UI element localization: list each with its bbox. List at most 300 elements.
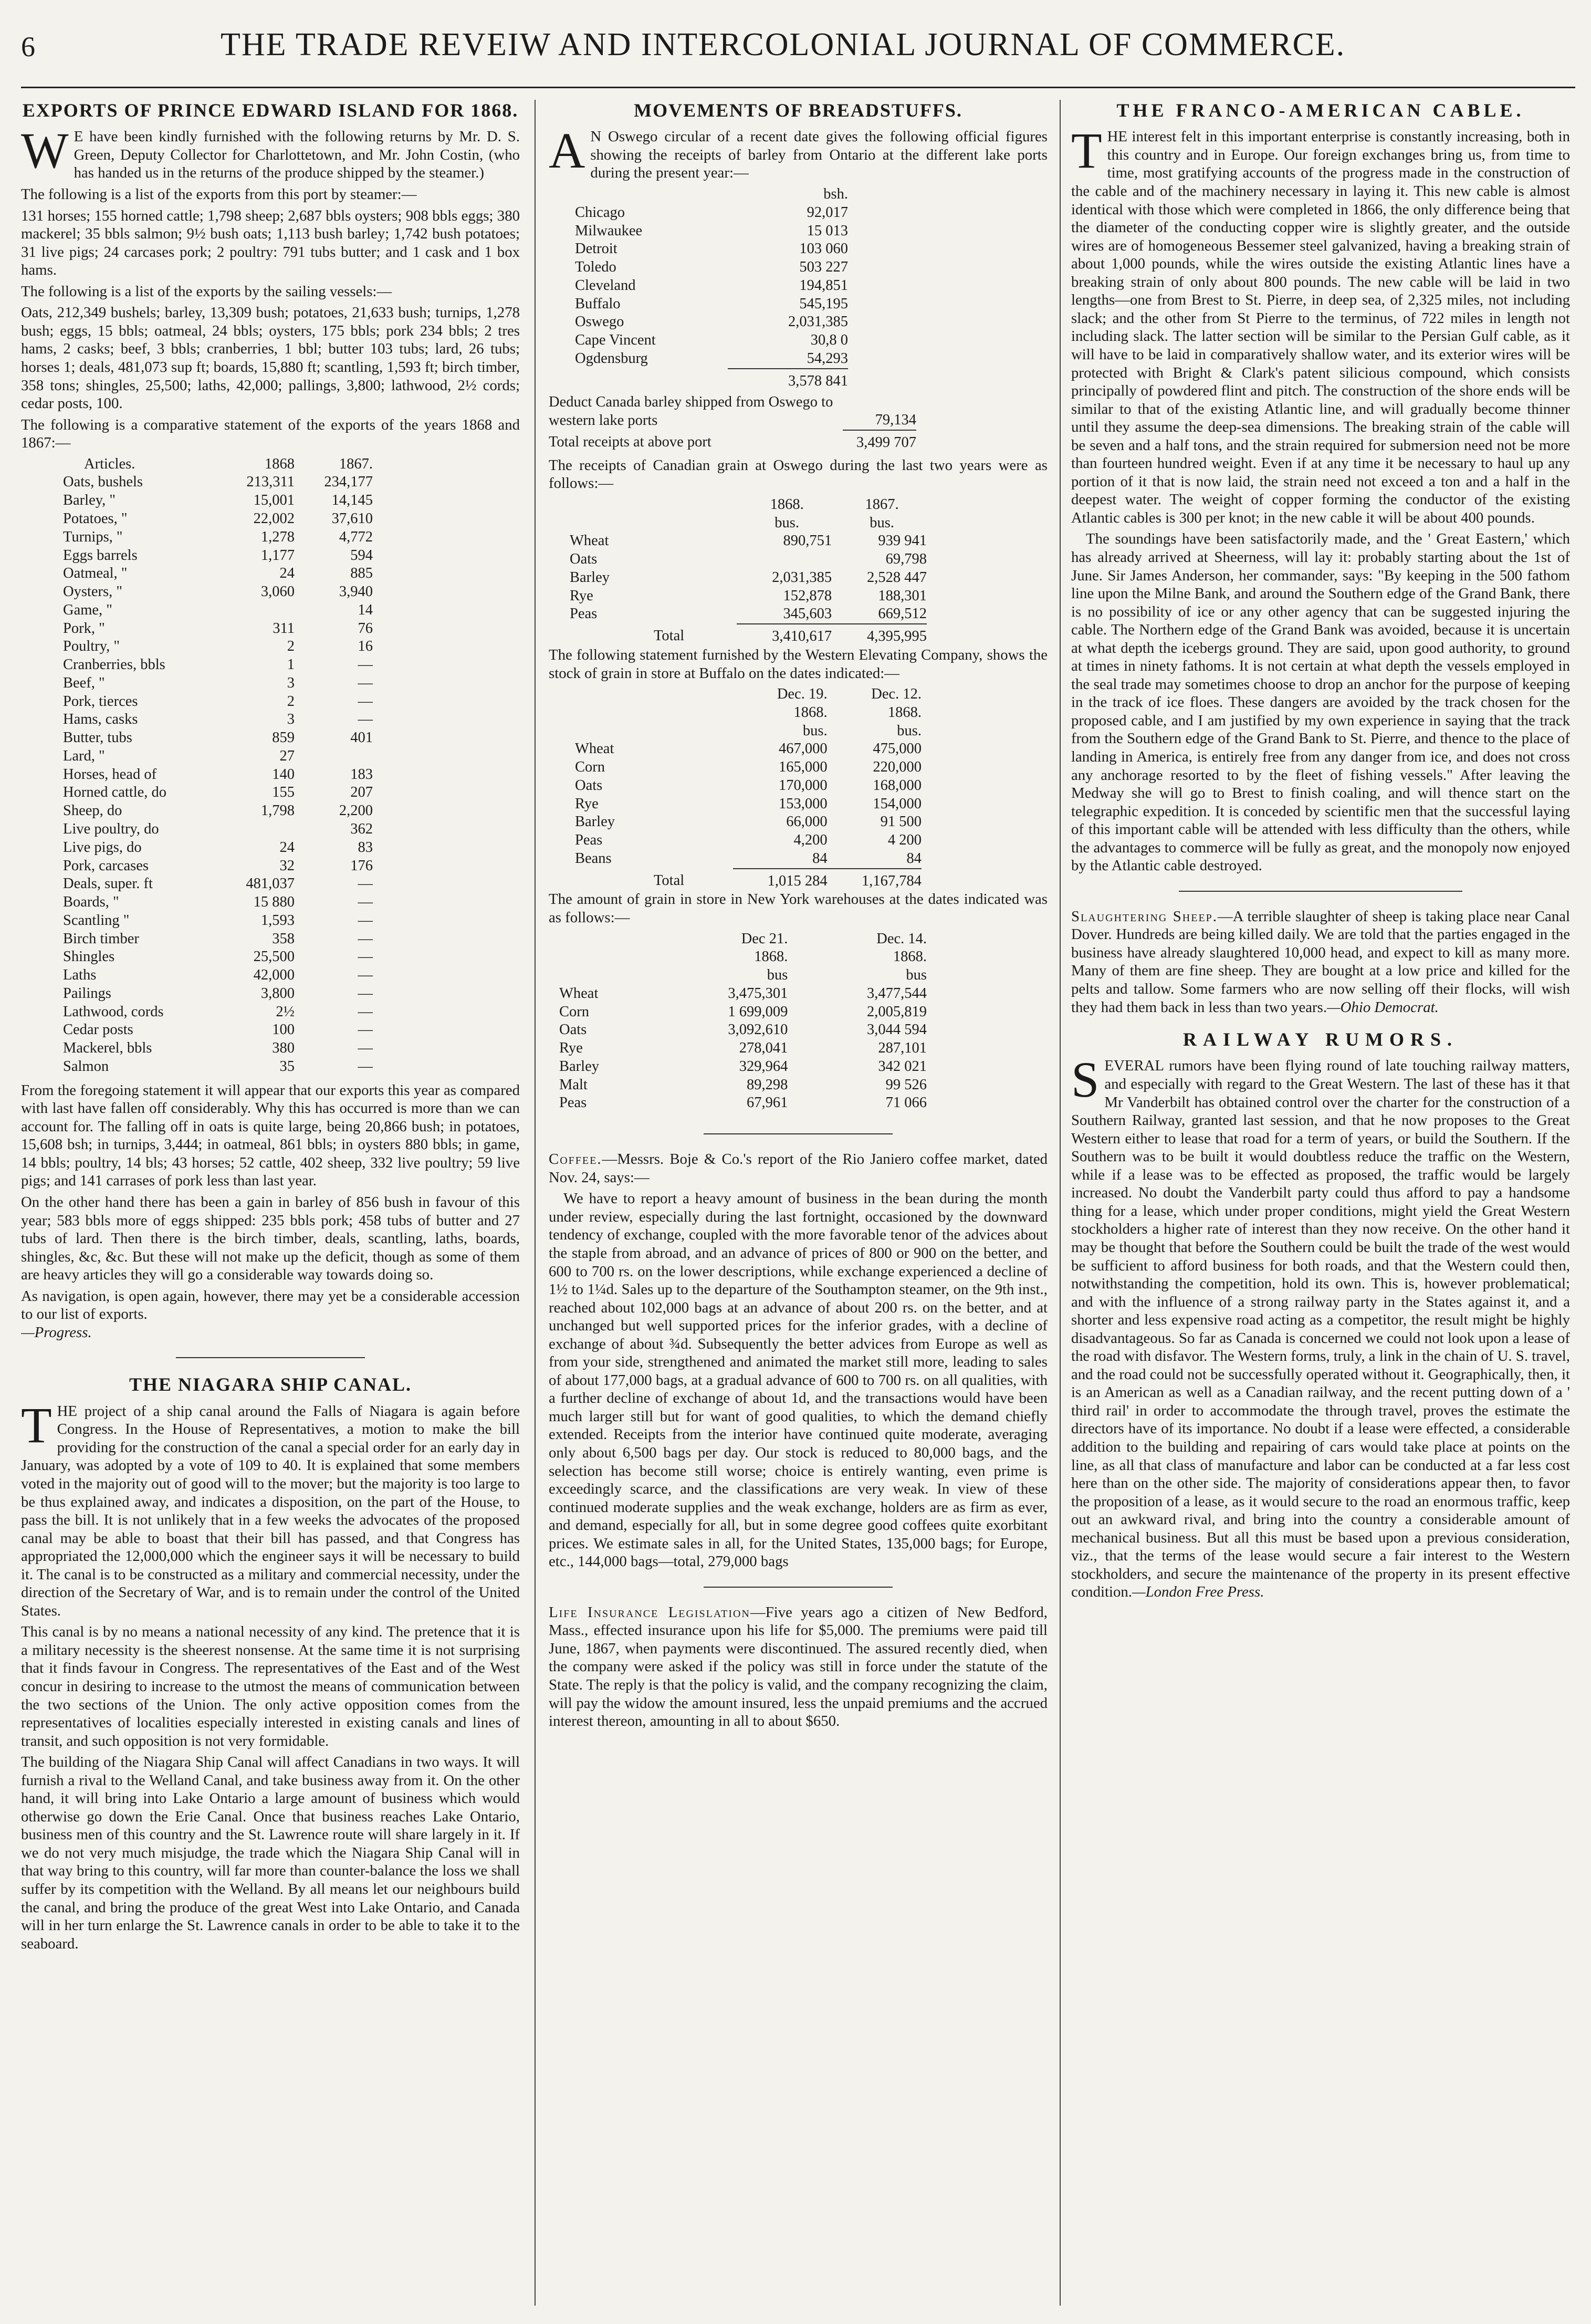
row-value: 4,395,995 <box>832 624 927 646</box>
table-row <box>63 656 373 674</box>
row-label: Barley <box>559 1058 599 1075</box>
row-value: 155 <box>272 784 295 801</box>
paragraph-text: As navigation, is open again, however, there may yet be a considerable accession to our list of exports. <box>21 1287 520 1323</box>
row-value: 154,000 <box>873 795 922 812</box>
row-value: 3,044 594 <box>867 1022 927 1038</box>
row-label: Toledo <box>575 259 616 276</box>
row-value: 76 <box>358 620 373 637</box>
row-value: 24 <box>279 565 295 582</box>
row-label: Beans <box>575 850 612 867</box>
column-3 <box>1071 100 1570 1604</box>
row-label: Oats <box>559 1022 587 1038</box>
row-label: Laths <box>63 967 97 984</box>
row-label: Corn <box>575 759 605 776</box>
row-label: Peas <box>575 832 603 849</box>
table-row <box>63 985 373 1003</box>
row-value: 183 <box>350 766 373 783</box>
row-label: Live poultry, do <box>63 821 159 837</box>
source-credit: —London Free Press. <box>1132 1583 1264 1601</box>
unit-row <box>559 966 927 985</box>
row-value: 16 <box>358 638 373 655</box>
row-label: Peas <box>570 606 598 622</box>
article-title: EXPORTS OF PRINCE EDWARD ISLAND FOR 1868. <box>22 100 519 121</box>
row-value: 345,603 <box>783 606 832 622</box>
paragraph: On the other hand there has been a gain in barley of 856 bush in favour of this year; 583 bbls more of eggs shipped: 235 bbls pork; 458 tubs of butter and 27 tubs of lard. Then there is the birch timber, deals, scantling, laths, boards, shingles, &c, &c. But these will not make up the deficit, though as some of them are heavy articles they will go a considerable way towards doing so. <box>21 1194 520 1284</box>
row-label: Eggs barrels <box>63 547 138 564</box>
row-value: 4,772 <box>339 528 373 545</box>
row-label: Butter, tubs <box>63 729 132 746</box>
year-label: 1868. <box>893 949 927 965</box>
row-value: 3,940 <box>339 583 373 600</box>
row-value: — <box>358 711 373 728</box>
table-row <box>575 331 848 350</box>
row-label: Horned cattle, do <box>63 784 167 801</box>
column-header: Dec. 14. <box>876 930 927 947</box>
table-row <box>63 693 373 711</box>
row-value: 358 <box>272 930 295 947</box>
row-value: 1,015 284 <box>733 869 827 891</box>
row-value: 24 <box>279 839 295 856</box>
row-value: 2½ <box>276 1003 295 1020</box>
page-number: 6 <box>21 31 35 62</box>
year-row <box>575 704 922 722</box>
row-value: 14 <box>358 601 373 618</box>
row-value: 14,145 <box>331 492 373 509</box>
column-header: 1868 <box>264 455 295 472</box>
paragraph-text: SEVERAL rumors have been flying round of late touching railway matters, and especially with regard to the Great Western. The last of these has it that Mr Vanderbilt has obtained control over the charter for the construction of a Southern Railway, granted last session, and that he now proposes to the Great Western either to lease that road for a term of years, or build the Southern. If the Southern was to be built it would doubtless reduce the traffic on the Western, while if a lease was to be effected as proposed, the traffic would be largely increased. No doubt the Vanderbilt party could thus afford to pay a handsome thing for a lease, which under proper conditions, might yield the Great Western stockholders a higher rate of interest than they now receive. On the other hand it may be thought that before the Southern could be built the trade of the west would be sufficient to afford business for both roads, and that the Western could then, notwithstanding the competition, hold its own. This is, however problematical; and with the influence of a strong railway party in the States against it, and a shorter and less expensive road acting as a competitor, the result might be highly disadvantageous. So far as Canada is concerned we could not look upon a lease of the road with disfavor. The Western forms, truly, a link in the chain of U. S. travel, and the road could not be successfully operated without it. Geographically, then, it is an American as well as a Canadian railway, and the recent putting down of a ' third rail' in order to accommodate the through travel, proves the estimate the directors have of its importance. No doubt if a lease were effected, a considerable addition to the building and repairing of cars would take place at points on the line, as all that class of manufacture and labor can be conducted at a far less cost here than on the other side. The majority of considerations appear then, to favor the proposition of a lease, as it would secure to the road an enormous traffic, keep out an awkward rival, and bring into the country a considerable amount of mechanical business. But all this must be based upon a previous consideration, viz., that the terms of the lease would secure a fair interest to the Western stockholders, and secure the maintenance of the property in its present effective condition. <box>1071 1051 1570 1601</box>
row-value: 3,060 <box>260 583 295 600</box>
table-row <box>559 1039 927 1058</box>
article-breadstuffs <box>549 100 1048 1112</box>
row-value <box>216 820 295 839</box>
paragraph: The building of the Niagara Ship Canal will affect Canadians in two ways. It will furnish a rival to the Welland Canal, and take business away from it. On the other hand, it will bring into Lake Ontario a large amount of business which would otherwise go down the Erie Canal. Once that business reaches Lake Ontario, business men of this country and the St. Lawrence route will share largely in it. If we do not very much misjudge, the trade which the Niagara Ship Canal will in that way bring to this country, will far more than counter-balance the loss we shall suffer by its competition with the Welland. By all means let our neighbours build the canal, and bring the produce of the great West into Lake Ontario, and Canada will in her turn enlarge the St. Lawrence canals in order to be able to take it to the seaboard. <box>21 1754 520 1952</box>
year-row <box>559 948 927 966</box>
table-row <box>63 547 373 565</box>
row-value: — <box>358 693 373 710</box>
paragraph: AN Oswego circular of a recent date gives the following official figures showing the receipts of barley from Ontario at the different lake ports during the present year:— <box>549 122 1048 182</box>
row-label: Deals, super. ft <box>63 876 153 892</box>
row-value <box>737 550 832 569</box>
year-label: 1868. <box>887 704 922 721</box>
row-value: 3,499 707 <box>843 430 916 452</box>
table-row <box>570 569 927 587</box>
table-row <box>63 839 373 857</box>
buffalo-stock-table <box>575 685 922 890</box>
row-value: — <box>358 894 373 911</box>
table-row <box>63 857 373 876</box>
row-value: 467,000 <box>778 741 828 757</box>
table-row <box>549 393 916 430</box>
row-label: Game, " <box>63 601 112 618</box>
row-value: 1,167,784 <box>828 869 922 891</box>
table-row <box>63 583 373 601</box>
row-value: 213,311 <box>246 474 295 491</box>
row-label: Peas <box>559 1095 587 1111</box>
row-label: Milwaukee <box>575 222 643 239</box>
row-value: 669,512 <box>878 606 927 622</box>
row-label: Pailings <box>63 985 111 1002</box>
row-label: Cranberries, bbls <box>63 656 165 673</box>
paragraph <box>1071 1051 1570 1601</box>
table-row <box>63 1021 373 1039</box>
row-label: Ogdensburg <box>575 350 648 367</box>
row-value: 220,000 <box>873 759 922 776</box>
row-value: 278,041 <box>739 1040 788 1057</box>
row-label: Pork, tierces <box>63 693 138 710</box>
table-row <box>63 912 373 930</box>
row-value: 401 <box>350 729 373 746</box>
row-label: Salmon <box>63 1058 109 1075</box>
row-value: 207 <box>350 784 373 801</box>
paragraph <box>21 1287 520 1342</box>
row-label: Hams, casks <box>63 711 138 728</box>
row-value: — <box>358 985 373 1002</box>
row-value: — <box>358 674 373 691</box>
row-value: 83 <box>358 839 373 856</box>
column-header: Articles. <box>84 455 135 472</box>
row-label: Poultry, " <box>63 638 120 655</box>
row-label: Cape Vincent <box>575 332 656 349</box>
unit-label: bus <box>906 967 927 984</box>
exports-comparison-table <box>63 455 373 1076</box>
row-value: 287,101 <box>878 1040 927 1057</box>
row-label: Rye <box>575 795 599 812</box>
row-label: Deduct Canada barley shipped from Oswego to western lake ports <box>549 394 833 429</box>
row-label: Birch timber <box>63 930 139 947</box>
column-rule <box>1060 100 1061 2306</box>
column-header: Dec. 12. <box>871 686 922 703</box>
row-value: 25,500 <box>253 949 295 965</box>
table-row <box>575 795 922 814</box>
table-row <box>63 766 373 784</box>
table-row <box>575 295 848 314</box>
row-label: Lathwood, cords <box>63 1003 164 1020</box>
row-label: Scantling " <box>63 912 130 929</box>
row-label: Malt <box>559 1076 588 1093</box>
row-label: Chicago <box>575 204 625 221</box>
runin-heading: Coffee. <box>549 1151 602 1168</box>
paragraph: This canal is by no means a national necessity of any kind. The pretence that it is a military necessity is the sheerest nonsense. At the same time it is not surprising that it finds favour in Congress. The representatives of the East and of the West concur in desiring to increase to the utmost the means of communication between the two sections of the Union. The only active opposition comes from the representatives of localities especially interested in existing canals and lines of transit, and such opposition is not very formidable. <box>21 1623 520 1749</box>
year-label: 1868. <box>793 704 828 721</box>
row-value: — <box>358 1040 373 1057</box>
table-row <box>63 930 373 949</box>
row-value: 3 <box>287 711 295 728</box>
row-label: Mackerel, bbls <box>63 1040 152 1057</box>
row-value: 84 <box>906 850 922 867</box>
row-value: — <box>358 930 373 947</box>
row-value: 3,800 <box>260 985 295 1002</box>
table-row <box>63 492 373 510</box>
year-label: 1868. <box>754 949 788 965</box>
row-value: — <box>358 1058 373 1075</box>
row-value: 99 526 <box>885 1076 927 1093</box>
article-coffee <box>549 1150 1048 1571</box>
row-value: 2,200 <box>339 803 373 819</box>
row-value: — <box>358 949 373 965</box>
table-row <box>575 313 848 331</box>
table-row <box>575 204 848 222</box>
row-value: 342 021 <box>878 1058 927 1075</box>
row-value: 1 699,009 <box>728 1003 788 1020</box>
table-row <box>63 1058 373 1076</box>
table-row <box>559 1094 927 1112</box>
row-label: Lard, " <box>63 747 105 764</box>
header-rule <box>21 87 1575 88</box>
sum-value: 3,578 841 <box>728 369 848 391</box>
row-value: 194,851 <box>799 277 848 294</box>
row-label: Oswego <box>575 314 624 330</box>
row-label: Buffalo <box>575 295 621 312</box>
row-value: 89,298 <box>746 1076 788 1093</box>
row-label: Boards, " <box>63 894 119 911</box>
unit-label: bus. <box>870 514 894 531</box>
paragraph <box>549 1150 1048 1186</box>
exports-table-wrap <box>21 455 520 1076</box>
table-row <box>559 1021 927 1039</box>
column-header: 1867. <box>339 455 373 472</box>
total-row <box>575 869 922 891</box>
row-value: 100 <box>272 1022 295 1038</box>
paragraph-text: —A terrible slaughter of sheep is taking place near Canal Dover. Hundreds are being killed daily. We are told that the parties engaged in the business have already slaughtered 10,000 head, and expect to kill as many more. Many of them are fine sheep. They are bought at a low price and killed for the pelts and tallow. Some farmers who are now selling off their flocks, will wish they had them back in less than two years. <box>1071 908 1570 1016</box>
article-niagara-canal <box>21 1374 520 1953</box>
row-value: 2 <box>287 693 295 710</box>
row-value: 152,878 <box>783 587 832 604</box>
column-header: Dec 21. <box>741 930 788 947</box>
article-railway-rumors <box>1071 1051 1570 1601</box>
paragraph: The amount of grain in store in New York warehouses at the dates indicated was as follows:— <box>549 891 1048 926</box>
table-row <box>559 1058 927 1076</box>
table-row <box>63 510 373 528</box>
paragraph: WE have been kindly furnished with the following returns by Mr. D. S. Green, Deputy Collector for Charlottetown, and Mr. John Costin, (who has handed us in the returns of the produce shipped by the steamer.) <box>21 122 520 182</box>
row-value: 545,195 <box>799 295 848 312</box>
row-value: 3 <box>287 674 295 691</box>
row-value: 885 <box>350 565 373 582</box>
row-label: Oysters, " <box>63 583 122 600</box>
paragraph-text: —Messrs. Boje & Co.'s report of the Rio Janiero coffee market, dated Nov. 24, says:— <box>549 1151 1048 1186</box>
row-value: 69,798 <box>885 551 927 568</box>
paragraph: The following statement furnished by the Western Elevating Company, shows the stock of grain in store at Buffalo on the dates indicated:— <box>549 646 1048 682</box>
table-row <box>63 820 373 839</box>
table-row <box>63 528 373 547</box>
paragraph: Oats, 212,349 bushels; barley, 13,309 bush; potatoes, 21,633 bush; turnips, 1,278 bush; eggs, 15 bbls; oatmeal, 24 bbls; oysters, 175 bbls; pork 234 bbls; 2 tres hams, 2 casks; beef, 3 bbls; cranberries, 1 bbl; butter 103 tubs; lard, 26 tubs; horses 1; deals, 481,073 sup ft; boards, 15,880 ft; scantling, 1,593 ft; birch timber, 358 tons; shingles, 25,500; laths, 42,000; pallings, 3,800; lathwood, 2½ cords; cedar posts, 100. <box>21 304 520 412</box>
row-value <box>295 747 373 766</box>
row-label: Cleveland <box>575 277 636 294</box>
row-label: Live pigs, do <box>63 839 142 856</box>
unit-label: bus. <box>774 514 800 531</box>
row-value: 2 <box>287 638 295 655</box>
paragraph <box>1071 908 1570 1016</box>
row-label: Cedar posts <box>63 1022 133 1038</box>
row-value: 503 227 <box>799 259 848 276</box>
row-label: Barley <box>575 814 615 830</box>
source-credit: —Progress. <box>21 1323 92 1341</box>
row-value: 140 <box>272 766 295 783</box>
row-value: 42,000 <box>253 967 295 984</box>
row-value: 234,177 <box>324 474 373 491</box>
row-value: — <box>358 967 373 984</box>
row-value: 859 <box>272 729 295 746</box>
row-value: 92,017 <box>807 204 848 221</box>
row-value: — <box>358 656 373 673</box>
row-value: 103 060 <box>799 241 848 257</box>
row-label: Total receipts at above port <box>549 433 711 450</box>
row-value: 594 <box>350 547 373 564</box>
row-label: Shingles <box>63 949 115 965</box>
section-divider <box>704 1587 893 1588</box>
total-row <box>549 430 916 452</box>
unit-row <box>575 722 922 741</box>
table-row <box>575 777 922 795</box>
row-value: — <box>358 912 373 929</box>
row-value: 1,278 <box>260 528 295 545</box>
unit-label: bsh. <box>823 186 848 203</box>
row-value: 15 013 <box>807 222 848 239</box>
article-slaughtering-sheep <box>1071 908 1570 1016</box>
row-value: 4 200 <box>887 832 922 849</box>
table-row <box>559 1076 927 1095</box>
row-value: 15,001 <box>253 492 295 509</box>
row-value: 380 <box>272 1040 295 1057</box>
row-value: 71 066 <box>885 1095 927 1111</box>
row-value: 890,751 <box>783 533 832 549</box>
table-row <box>63 966 373 985</box>
row-label: Total <box>654 628 685 644</box>
row-label: Detroit <box>575 241 617 257</box>
table-row <box>559 1003 927 1022</box>
unit-label: bus <box>767 967 788 984</box>
table-row <box>575 813 922 831</box>
row-value: 37,610 <box>331 510 373 527</box>
row-value: 27 <box>279 747 295 764</box>
table-row <box>63 729 373 747</box>
row-label: Wheat <box>559 985 599 1002</box>
paragraph: The soundings have been satisfactorily made, and the ' Great Eastern,' which has already arrived at Sheerness, will lay it: probably starting about the 1st of June. Sir James Anderson, her commander, says: "By keeping in the 500 fathom line upon the Milne Bank, and around the Southern edge of the Grand Bank, there is no possibility of ice or any other agency that can be suggested injuring the cable. The Northern edge of the Grand Bank was avoided, because it is uncertain at what depth the icebergs ground. They are said, upon good authority, to ground at times in ninety fathoms. It is not certain at what depth the vessels employed in the seal trade may sometimes choose to drop an anchor for the purpose of keeping in the track of ice floes. These dangers are avoided by the track chosen for the proposed cable, and I am justified by my own experience in saying that the track from the Southern edge of the Grand Bank to St. Pierre, and thence to the place of landing in America, is entirely free from any danger from ice, and does not cross any anchorage resorted to by the fleet of fishing vessels." After leaving the Medway she will go to Brest to finish coaling, and will thence start on the telegraphic expedition. It is conceded by scientific men that the successful laying of this important cable will be attended with less difficulty than the others, while the advantages to commerce will be fully as great, and the monopoly now enjoyed by the Atlantic cable destroyed. <box>1071 530 1570 874</box>
row-value: 67,961 <box>746 1095 788 1111</box>
article-title: THE FRANCO-AMERICAN CABLE. <box>1116 100 1525 121</box>
total-row <box>570 624 927 646</box>
column-rule <box>535 100 536 2306</box>
table-row <box>63 674 373 693</box>
row-value: 3,477,544 <box>867 985 927 1002</box>
row-value: 32 <box>279 857 295 874</box>
row-value: 3,092,610 <box>728 1022 788 1038</box>
paragraph: We have to report a heavy amount of business in the bean during the month under review, especially during the last fortnight, occasioned by the downward tendency of exchange, coupled with the more favorable tenor of the advices about the staple from abroad, and an advance of prices of 800 or 900 on the better, and 600 to 700 rs. on the lower descriptions, while exchange experienced a decline of 1½ to 1¼d. Sales up to the departure of the Southampton steamer, on the 9th inst., reached about 102,000 bags at an advance of about 200 rs. on the better, and at unchanged but well supported prices for the inferior grades, with a decline of exchange of about ¾d. Subsequently the better advices from Europe as well as from your side, strengthened and animated the market still more, leading to sales of about 177,000 bags, at a gradual advance of 600 to 700 rs. on all qualities, with a further decline of exchange of about 1d, and the transactions would have been much larger still but for want of good qualities, to which the demand chiefly extended. Receipts from the interior have continued quite moderate, averaging only about 6,500 bags per day. Our stock is reduced to 80,000 bags, and the selection has become still worse; choice is entirely wanting, even prime is exceedingly scarce, and the classifications are very weak. In view of these continued moderate supplies and the weak exchange, holders are as firm as ever, and demand, especially for all, but in some degree good coffees quite exorbitant prices. We estimate sales in all, for the United States, 135,000 bags; for Europe, etc., 144,000 bags—total, 279,000 bags <box>549 1190 1048 1570</box>
row-value: 176 <box>350 857 373 874</box>
row-label: Barley, " <box>63 492 116 509</box>
table-row <box>63 948 373 966</box>
table-row <box>575 758 922 777</box>
row-value: 362 <box>350 821 373 837</box>
paragraph: From the foregoing statement it will appear that our exports this year as compared with last have fallen off considerably. Why this has occurred is more than we can account for. The falling off in oats is quite large, being 20,866 bush; in potatoes, 15,608 bsh; in turnips, 3,444; in oatmeal, 861 bbls; in oysters 880 bbls; in game, 14 bbls; poultry, 14 bls; 43 horses; 52 cattle, 402 sheep, 332 live poultry; 59 live pigs; and 141 carrases of pork less than last year. <box>21 1081 520 1190</box>
table-row <box>575 258 848 277</box>
row-value: 165,000 <box>778 759 828 776</box>
paragraph: The following is a comparative statement of the exports of the years 1868 and 1867:— <box>21 416 520 452</box>
row-label: Barley <box>570 569 610 586</box>
row-value: 1 <box>287 656 295 673</box>
runin-heading: Slaughtering Sheep. <box>1071 908 1218 925</box>
row-label: Oats, bushels <box>63 474 143 491</box>
table-row <box>63 784 373 802</box>
section-divider <box>704 1133 893 1134</box>
paragraph: THE project of a ship canal around the Falls of Niagara is again before Congress. In the House of Representatives, a motion to make the bill providing for the construction of the canal a special order for an early day in January, was adopted by a vote of 109 to 40. It is explained that some members voted in the majority out of good will to the mover; but the majority is too large to be thus explained away, and indicates a disposition, on the part of the House, to pass the bill. It is not unlikely that in a few weeks the advocates of the proposed canal may be able to boast that their bill has passed, and that Congress has appropriated the 12,000,000 which the engineer says it will be necessary to build it. The canal is to be constructed as a military and commercial necessity, under the direction of the Secretary of War, and is to remain under the control of the United States. <box>21 1397 520 1619</box>
row-value <box>216 601 295 620</box>
row-label: Turnips, " <box>63 528 123 545</box>
paragraph: The following is a list of the exports by the sailing vessels:— <box>21 283 392 300</box>
row-value: 939 941 <box>878 533 927 549</box>
row-value: 4,200 <box>793 832 828 849</box>
row-value: 153,000 <box>778 795 828 812</box>
row-value: 79,134 <box>875 412 916 429</box>
table-row <box>63 875 373 893</box>
row-label: Horses, head of <box>63 766 157 783</box>
paragraph: The receipts of Canadian grain at Oswego during the last two years were as follows:— <box>549 456 1048 492</box>
row-value: 1,177 <box>260 547 295 564</box>
row-value: 54,293 <box>807 350 848 367</box>
row-value: 35 <box>279 1058 295 1075</box>
runin-heading: Life Insurance Legislation <box>549 1603 750 1621</box>
article-life-insurance <box>549 1603 1048 1731</box>
table-row <box>570 532 927 550</box>
paragraph: THE interest felt in this important enterprise is constantly increasing, both in this country and in Europe. Our foreign exchanges bring us, from time to time, most gratifying accounts of the progress made in the construction of the cable and of the machinery necessary in laying it. This new cable is almost identical with those which were completed in 1866, the only difference being that the diameter of the conducting copper wire is slightly greater, and the outside wires are of homogeneous Bessemer steel galvanized, having a breaking strain of about 1,000 pounds, while the wires outside the existing Atlantic lines have a breaking strain of only about 800 pounds. The new cable will be laid in two lengths—one from Brest to St. Pierre, in deep sea, of 2,325 miles, not including slack; and the other from St Pierre to the terminus, of 722 miles in length not including slack. The latter section will be similar to the Persian Gulf cable, as it will have to be laid in comparatively shallow water, and its exterior wires will be protected with Bright & Clark's patent silicious compound, which consists principally of powdered flint and pitch. The construction of the shore ends will be similar to that of the existing Atlantic line, and will gradually become thinner until they assume the deep-sea dimensions. The breaking strain of the cable will be seven and a half tons, and the strain required for submersion need not be more than fourteen hundred weight. Even if at any time it be necessary to haul up any portion of it that is now laid, the strain need not exceed a ton and a half in the deepest water. The weight of copper forming the conductor of the existing Atlantic cables is 300 per knot; in the new cable it will be about 400 pounds. <box>1071 122 1570 526</box>
row-value: — <box>358 1003 373 1020</box>
table-row <box>570 587 927 606</box>
row-value: 2,031,385 <box>788 314 848 330</box>
table-row <box>63 638 373 656</box>
row-value: 481,037 <box>246 876 295 892</box>
column-header: 1867. <box>865 496 899 513</box>
row-value: 91 500 <box>880 814 922 830</box>
row-label: Pork, carcases <box>63 857 149 874</box>
row-value: 30,8 0 <box>810 332 848 349</box>
table-row <box>575 222 848 241</box>
row-label: Rye <box>570 587 593 604</box>
table-row <box>63 893 373 912</box>
table-row <box>575 277 848 295</box>
paragraph <box>549 1603 1048 1731</box>
row-value: 2,005,819 <box>867 1003 927 1020</box>
column-1 <box>21 100 520 1956</box>
row-label: Rye <box>559 1040 583 1057</box>
table-row <box>570 605 927 624</box>
table-head-row <box>63 455 373 474</box>
unit-row <box>575 185 848 204</box>
row-value: 84 <box>812 850 828 867</box>
table-head-row <box>570 496 927 514</box>
row-value: 168,000 <box>873 777 922 794</box>
paragraph: 131 horses; 155 horned cattle; 1,798 sheep; 2,687 bbls oysters; 908 bbls eggs; 380 mackerel; 35 bbls salmon; 9½ bush oats; 1,113 bush barley; 1,742 bush potatoes; 31 live pigs; 24 carcases pork; 2 poultry: 791 tubs butter; and 1 cask and 1 box hams. <box>21 207 520 279</box>
table-row <box>575 350 848 369</box>
unit-label: bus. <box>897 722 922 739</box>
oswego-grain-table <box>570 496 927 646</box>
article-pei-exports <box>21 100 520 1341</box>
row-value: 3,410,617 <box>737 624 832 646</box>
article-title: THE NIAGARA SHIP CANAL. <box>129 1374 412 1395</box>
table-row <box>63 601 373 620</box>
table-row <box>63 747 373 766</box>
row-value: 3,475,301 <box>728 985 788 1002</box>
source-credit: —Ohio Democrat. <box>1327 998 1439 1016</box>
row-value: 2,031,385 <box>772 569 832 586</box>
row-value: 329,964 <box>739 1058 788 1075</box>
sum-row <box>575 369 848 391</box>
paragraph: The following is a list of the exports from this port by steamer:— <box>21 186 417 203</box>
row-label: Corn <box>559 1003 589 1020</box>
row-value: — <box>358 1022 373 1038</box>
table-row <box>63 565 373 583</box>
new-york-stock-table <box>559 930 927 1113</box>
table-row <box>63 473 373 492</box>
row-label: Wheat <box>575 741 614 757</box>
